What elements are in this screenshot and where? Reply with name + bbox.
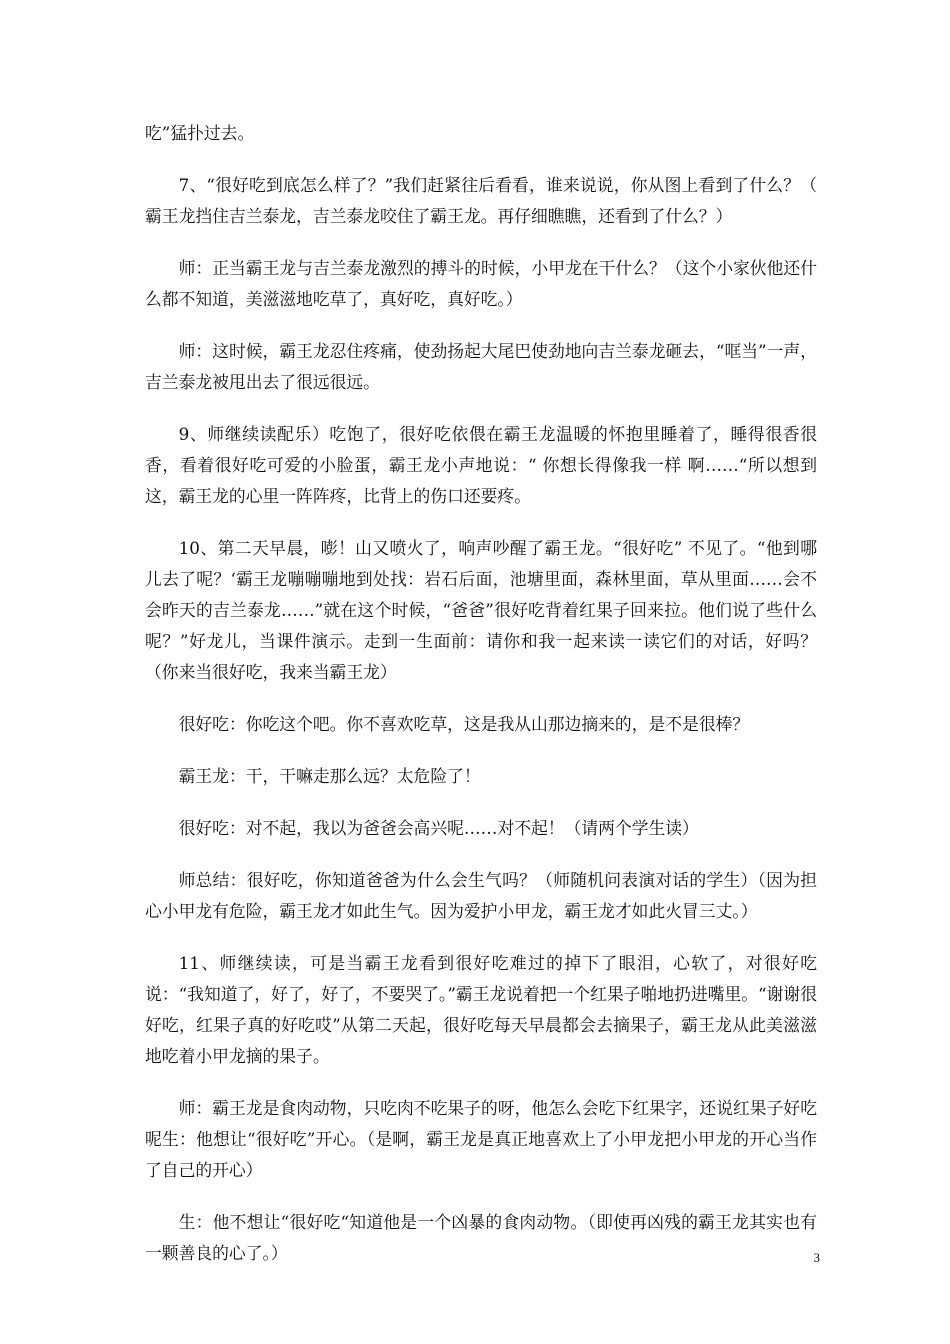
- paragraph-teacher-1: 师：正当霸王龙与吉兰泰龙激烈的搏斗的时候，小甲龙在干什么？（这个小家伙他还什么都不知道，美滋滋地吃草了，真好吃，真好吃。）: [145, 258, 817, 309]
- paragraph-student: 生：他不想让“很好吃“知道他是一个凶暴的食肉动物。（即使再凶残的霸王龙其实也有一颗善良的心了。）: [145, 1212, 817, 1263]
- paragraph-teacher-2: 师：这时候，霸王龙忍住疼痛，使劲扬起大尾巴使劲地向吉兰泰龙砸去，“哐当”一声，吉兰泰龙被甩出去了很远很远。: [145, 341, 817, 392]
- paragraph-item-11: 11、师继续读，可是当霸王龙看到很好吃难过的掉下了眼泪，心软了，对很好吃说：“我知道了，好了，好了，不要哭了。”霸王龙说着把一个红果子啪地扔进嘴里。“谢谢很好吃，红果子真的好吃哎”从第二天起，很好吃每天早晨都会去摘果子，霸王龙从此美滋滋地吃着小甲龙摘的果子。: [145, 953, 817, 1066]
- paragraph-item-9: 9、师继续读配乐）吃饱了，很好吃依偎在霸王龙温暖的怀抱里睡着了，睡得很香很香，看着很好吃可爱的小脸蛋，霸王龙小声地说：“ 你想长得像我一样 啊……“所以想到这，霸王龙的心里一阵阵疼，比背上的伤口还要疼。: [145, 424, 817, 506]
- paragraph-teacher-3: 师：霸王龙是食肉动物，只吃肉不吃果子的呀，他怎么会吃下红果字，还说红果子好吃呢生：他想让“很好吃”开心。（是啊，霸王龙是真正地喜欢上了小甲龙把小甲龙的开心当作了自己的开心）: [145, 1098, 817, 1180]
- dialogue-line-1: 很好吃：你吃这个吧。你不喜欢吃草，这是我从山那边摘来的，是不是很棒？: [178, 714, 750, 734]
- paragraph-item-10: 10、第二天早晨，嘭！山又喷火了，响声吵醒了霸王龙。“很好吃” 不见了。“他到哪儿去了呢？‘霸王龙嘣嘣嘣地到处找：岩石后面，池塘里面，森林里面，草从里面……会不会昨天的吉兰泰龙……”就在这个时候，“爸爸”很好吃背着红果子回来拉。他们说了些什么呢？”好龙儿，当课件演示。走到一生面前：请你和我一起来读一读它们的对话，好吗？ （你来当很好吃，我来当霸王龙）: [145, 538, 817, 682]
- document-body: [145, 118, 817, 1290]
- dialogue-line-3: 很好吃：对不起，我以为爸爸会高兴呢……对不起！（请两个学生读）: [178, 818, 699, 838]
- dialogue-line-2: 霸王龙：干，干嘛走那么远？太危险了！: [178, 766, 481, 786]
- paragraph-summary: 师总结：很好吃，你知道爸爸为什么会生气吗？（师随机问表演对话的学生）（因为担心小甲龙有危险，霸王龙才如此生气。因为爱护小甲龙，霸王龙才如此火冒三丈。）: [145, 870, 817, 921]
- paragraph-continuation: 吃”猛扑过去。: [145, 123, 255, 143]
- page-number: 3: [813, 1250, 820, 1265]
- paragraph-item-7: 7、“很好吃到底怎么样了？”我们赶紧往后看看，谁来说说，你从图上看到了什么？（ 霸王龙挡住吉兰泰龙，吉兰泰龙咬住了霸王龙。再仔细瞧瞧，还看到了什么？）: [145, 175, 817, 226]
